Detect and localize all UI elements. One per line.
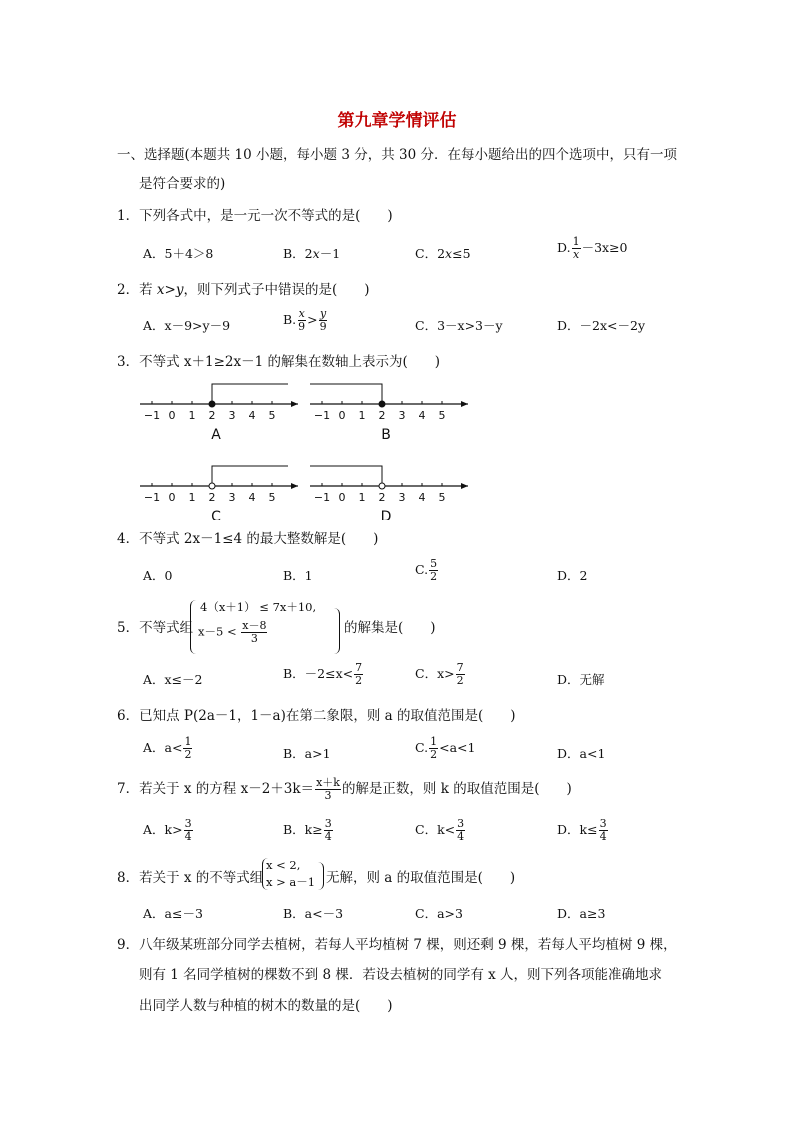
- q5-option-c: C．x> $\frac{7}{2}$: [415, 661, 464, 687]
- tick-label: −1: [313, 491, 331, 504]
- q4-option-a: A．0: [143, 568, 173, 583]
- q2-option-b: B. $\frac{x}{9}$ > $\frac{y}{9}$: [283, 307, 327, 333]
- q2-option-c: C．3－x>3－y: [415, 318, 503, 333]
- number-line-c: [140, 466, 298, 520]
- q4-option-d: D．2: [557, 568, 588, 583]
- q8-system-row1: x < 2,: [266, 858, 301, 872]
- closed-point: [209, 401, 215, 407]
- solution-bracket: [310, 384, 382, 404]
- tick-label: 4: [418, 491, 426, 504]
- solution-bracket: [310, 466, 382, 486]
- closed-point: [379, 401, 385, 407]
- tick-label: 0: [338, 409, 346, 422]
- tick-label: 1: [188, 409, 196, 422]
- question-7-stem: 7．若关于 x 的方程 x－2＋3k＝ $\frac{x+k}{3}$ 的解是正数，则 k 的取值范围是( ): [117, 776, 572, 802]
- question-5-stem-post: 的解集是( ): [344, 620, 436, 636]
- q5-option-a: A．x≤－2: [143, 672, 203, 687]
- tick-label: 0: [338, 491, 346, 504]
- solution-bracket: [212, 466, 288, 486]
- question-9-line1: 9．八年级某班部分同学去植树，若每人平均植树 7 棵，则还剩 9 棵，若每人平均植树 9 棵，: [117, 937, 677, 953]
- number-line-b: [310, 384, 468, 443]
- q4-option-b: B．1: [283, 568, 313, 583]
- q8-option-d: D．a≥3: [557, 906, 606, 921]
- q5-system-row2: x－5 < $\frac{x-8}{3}$: [198, 619, 267, 645]
- solution-bracket: [212, 384, 288, 404]
- question-1-stem: 1．下列各式中，是一元一次不等式的是( ): [117, 208, 393, 224]
- tick-label: 2: [208, 409, 216, 422]
- q2-option-a: A．x－9>y－9: [143, 318, 231, 333]
- tick-label: 2: [378, 491, 386, 504]
- tick-label: 2: [208, 491, 216, 504]
- tick-label: 5: [438, 491, 446, 504]
- question-6-stem: 6．已知点 P(2a－1，1－a)在第二象限，则 a 的取值范围是( ): [117, 708, 516, 724]
- q8-right-brace: [318, 862, 324, 890]
- tick-label: −1: [143, 409, 161, 422]
- axis-arrow-icon: [291, 483, 298, 489]
- tick-label: 3: [398, 409, 406, 422]
- number-line-figures: [130, 372, 470, 520]
- option-label: D: [380, 509, 392, 520]
- question-9-line2: 则有 1 名同学植树的棵数不到 8 棵．若设去植树的同学有 x 人，则下列各项能准确地求: [139, 967, 663, 983]
- option-label: A: [211, 427, 221, 443]
- tick-label: 4: [418, 409, 426, 422]
- tick-label: 3: [398, 491, 406, 504]
- q8-option-c: C．a>3: [415, 906, 463, 921]
- q6-option-c: C. $\frac{1}{2}$ <a<1: [415, 735, 476, 761]
- open-point: [379, 483, 385, 489]
- question-2-stem: 2．若 x>y，则下列式子中错误的是( ): [117, 282, 370, 298]
- q5-option-d: D．无解: [557, 672, 605, 687]
- axis-arrow-icon: [291, 401, 298, 407]
- q8-option-b: B．a<－3: [283, 906, 344, 921]
- q4-option-c: C. $\frac{5}{2}$: [415, 557, 438, 583]
- option-label: B: [381, 427, 391, 443]
- tick-label: 5: [268, 409, 276, 422]
- tick-label: 1: [358, 409, 366, 422]
- tick-label: −1: [313, 409, 331, 422]
- question-5-stem-pre: 5．不等式组: [117, 620, 194, 636]
- tick-label: 5: [438, 409, 446, 422]
- q7-option-d: D．k≤ $\frac{3}{4}$: [557, 817, 607, 843]
- q5-system-row1: 4（x＋1） ≤ 7x＋10,: [200, 600, 317, 614]
- q1-option-c: C．2x≤5: [415, 246, 471, 261]
- q8-option-a: A．a≤－3: [143, 906, 203, 921]
- tick-label: 0: [168, 491, 176, 504]
- tick-label: 0: [168, 409, 176, 422]
- question-4-stem: 4．不等式 2x－1≤4 的最大整数解是( ): [117, 531, 379, 547]
- q5-option-b: B．－2≤x< $\frac{7}{2}$: [283, 661, 363, 687]
- open-point: [209, 483, 215, 489]
- q7-option-a: A．k> $\frac{3}{4}$: [143, 817, 192, 843]
- tick-label: 3: [228, 409, 236, 422]
- tick-label: −1: [143, 491, 161, 504]
- tick-label: 3: [228, 491, 236, 504]
- q6-option-a: A．a< $\frac{1}{2}$: [143, 735, 192, 761]
- page-title: 第九章学情评估: [337, 111, 457, 131]
- axis-arrow-icon: [461, 483, 468, 489]
- q8-system-row2: x > a－1: [266, 875, 316, 889]
- question-8-stem-post: 无解，则 a 的取值范围是( ): [326, 870, 516, 886]
- question-9-line3: 出同学人数与种植的树木的数量的是( ): [139, 998, 393, 1014]
- number-line-d: [310, 466, 468, 520]
- tick-label: 4: [248, 409, 256, 422]
- q6-option-b: B．a>1: [283, 746, 331, 761]
- q7-option-b: B．k≥ $\frac{3}{4}$: [283, 817, 332, 843]
- q6-option-d: D．a<1: [557, 746, 606, 761]
- section-heading-line2: 是符合要求的): [139, 176, 226, 192]
- q1-option-d: D. $\frac{1}{x}$ －3x≥0: [557, 235, 628, 261]
- q7-option-c: C．k< $\frac{3}{4}$: [415, 817, 465, 843]
- tick-label: 1: [358, 491, 366, 504]
- tick-label: 5: [268, 491, 276, 504]
- section-heading-line1: 一、选择题(本题共 10 小题，每小题 3 分，共 30 分．在每小题给出的四个选项中，只有一项: [117, 147, 677, 163]
- tick-label: 2: [378, 409, 386, 422]
- q1-option-a: A．5＋4＞8: [143, 246, 214, 261]
- option-label: C: [211, 509, 221, 520]
- q5-right-brace: [333, 608, 340, 654]
- tick-label: 1: [188, 491, 196, 504]
- question-8-stem-pre: 8．若关于 x 的不等式组: [117, 870, 264, 886]
- question-3-stem: 3．不等式 x＋1≥2x－1 的解集在数轴上表示为( ): [117, 354, 441, 370]
- axis-arrow-icon: [461, 401, 468, 407]
- q2-option-d: D．－2x<－2y: [557, 318, 646, 333]
- tick-label: 4: [248, 491, 256, 504]
- number-line-a: [140, 384, 298, 443]
- q1-option-b: B．2x－1: [283, 246, 341, 261]
